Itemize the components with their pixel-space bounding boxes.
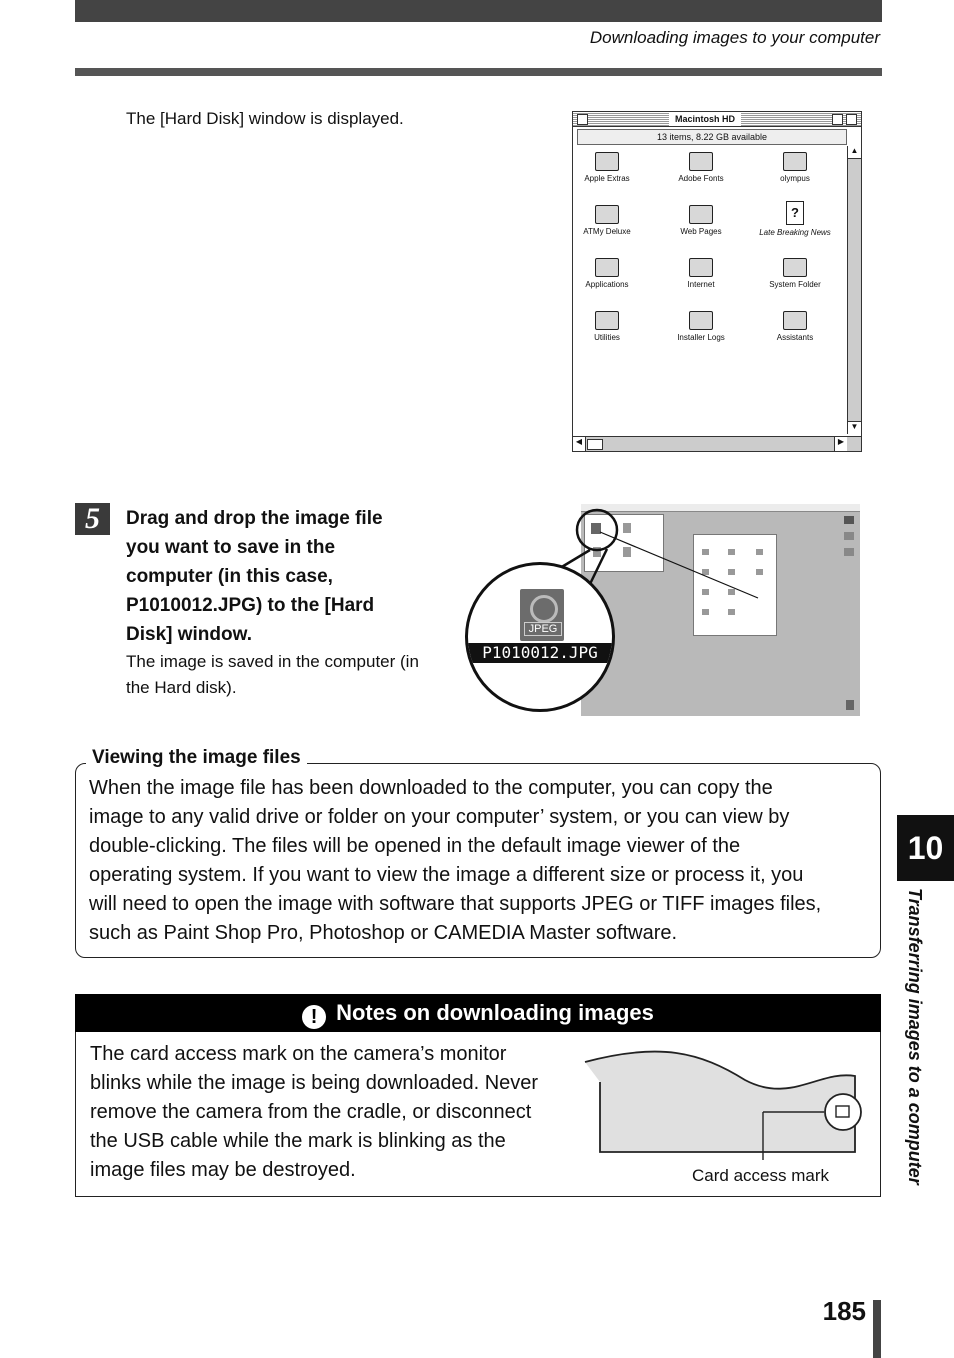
text-line: operating system. If you want to view the image a different size or process it, you: [89, 864, 804, 886]
scroll-up-icon[interactable]: ▲: [848, 146, 861, 159]
instruction-line: Drag and drop the image file: [126, 508, 383, 529]
viewing-box-title: Viewing the image files: [86, 747, 307, 769]
text-line: such as Paint Shop Pro, Photoshop or CAMEDIA Master software.: [89, 922, 678, 944]
desktop-item-label: Installer Logs: [677, 333, 725, 342]
window-title: Macintosh HD: [669, 112, 741, 126]
window-status-bar: 13 items, 8.22 GB available: [577, 129, 847, 145]
desktop-item-label: System Folder: [769, 280, 821, 289]
document-icon: ?: [786, 201, 804, 225]
file-name-label: P1010012.JPG: [468, 643, 612, 663]
desktop-item-label: Adobe Fonts: [678, 174, 724, 183]
monitor-screen: [585, 1052, 855, 1152]
highlight-circle: [577, 510, 617, 550]
scroll-right-icon[interactable]: ▶: [834, 437, 847, 451]
notes-title: Notes on downloading images: [336, 1000, 654, 1025]
running-title: Downloading images to your computer: [589, 28, 880, 47]
note-line: the Hard disk).: [126, 678, 237, 697]
quicktime-icon: [530, 595, 558, 623]
instruction-line: Disk] window.: [126, 624, 252, 645]
section-title-vertical: [905, 888, 925, 1238]
desktop-item-label: Applications: [585, 280, 629, 289]
text-line: blinks while the image is being downloaded. Never: [90, 1072, 539, 1094]
desktop-item-label: Apple Extras: [584, 174, 630, 183]
monitor-illustration: [580, 1040, 870, 1160]
notes-header: [75, 994, 881, 1032]
drag-arrow: [600, 532, 758, 598]
text-line: When the image file has been downloaded to the computer, you can copy the: [89, 777, 773, 799]
desktop-item-label: Assistants: [776, 333, 814, 342]
warning-icon: !: [302, 1005, 326, 1029]
card-access-circle: [825, 1094, 861, 1130]
desktop-item-label: ATMy Deluxe: [583, 227, 631, 236]
desktop-item-label: Late Breaking News: [759, 228, 831, 237]
jpeg-file-icon: [520, 589, 564, 641]
desktop-item-label: olympus: [780, 174, 810, 183]
text-line: The card access mark on the camera’s monitor: [90, 1043, 507, 1065]
text-line: the USB cable while the mark is blinking as the: [90, 1130, 506, 1152]
note-line: The image is saved in the computer (in: [126, 652, 419, 671]
viewing-box-text: [89, 774, 874, 948]
section-title: Transferring images to a computer: [905, 888, 925, 1185]
text-line: image to any valid drive or folder on your computer’ system, or you can view by: [89, 806, 790, 828]
scroll-down-icon[interactable]: ▼: [848, 421, 861, 434]
card-access-caption: Card access mark: [692, 1166, 829, 1185]
chapter-tab: 10: [897, 815, 954, 881]
intro-text: The [Hard Disk] window is displayed.: [126, 109, 404, 128]
instruction-line: you want to save in the: [126, 537, 336, 558]
notes-text: [90, 1040, 580, 1185]
instruction-line: computer (in this case,: [126, 566, 333, 587]
magnified-file-icon: [465, 562, 615, 712]
text-line: double-clicking. The files will be opened in the default image viewer of the: [89, 835, 741, 857]
desktop-item-label: Utilities: [594, 333, 620, 342]
page-number: 185: [822, 1296, 866, 1326]
scroll-left-icon[interactable]: ◀: [573, 437, 586, 451]
jpeg-badge: JPEG: [524, 622, 562, 636]
instruction-line: P1010012.JPG) to the [Hard: [126, 595, 375, 616]
page-bar: [873, 1300, 881, 1358]
desktop-item-label: Internet: [687, 280, 715, 289]
desktop-item-label: Web Pages: [680, 227, 722, 236]
step-number: 5: [75, 503, 110, 535]
text-line: will need to open the image with software that supports JPEG or TIFF images files,: [89, 893, 822, 915]
text-line: remove the camera from the cradle, or disconnect: [90, 1101, 532, 1123]
text-line: image files may be destroyed.: [90, 1159, 356, 1181]
